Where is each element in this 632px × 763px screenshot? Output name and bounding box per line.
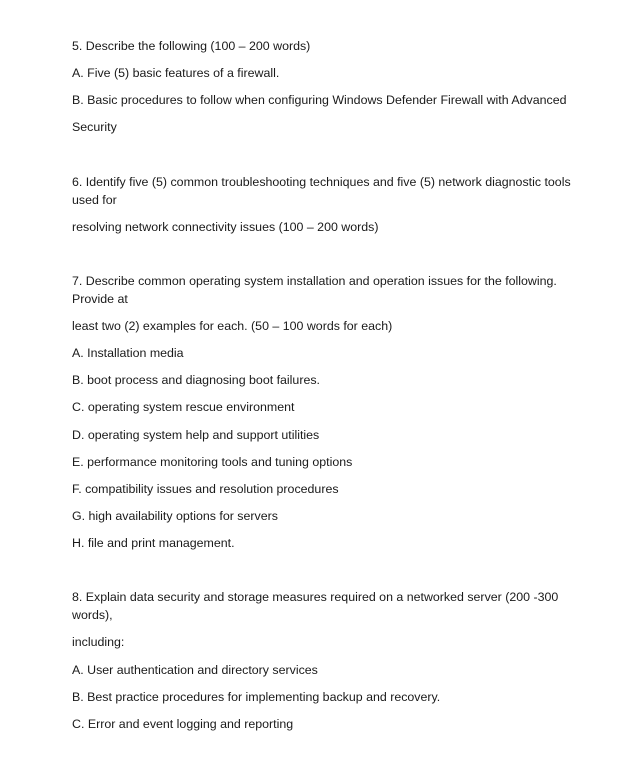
q8-item-b: B. Best practice procedures for implementing backup and recovery. bbox=[72, 690, 441, 704]
q8-heading: 8. Explain data security and storage measures required on a networked server (200 -300 bbox=[72, 590, 559, 604]
q7-item-a: A. Installation media bbox=[72, 346, 184, 360]
q7-item-h: H. file and print management. bbox=[72, 536, 235, 550]
q7-item-d: D. operating system help and support utilities bbox=[72, 428, 320, 442]
q5-heading: 5. Describe the following (100 – 200 words) bbox=[72, 39, 311, 53]
q8-item-a: A. User authentication and directory services bbox=[72, 663, 318, 677]
q7-item-f: F. compatibility issues and resolution procedures bbox=[72, 482, 339, 496]
q8-item-c: C. Error and event logging and reporting bbox=[72, 717, 294, 731]
q8-heading-continued: words), bbox=[72, 608, 113, 622]
q6-heading: 6. Identify five (5) common troubleshooting techniques and five (5) network diagnostic tools bbox=[72, 175, 571, 189]
q8-heading-tail: including: bbox=[72, 635, 125, 649]
q5-item-b-continued: Security bbox=[72, 120, 117, 134]
q6-heading-tail: resolving network connectivity issues (100 – 200 words) bbox=[72, 220, 379, 234]
q7-item-c: C. operating system rescue environment bbox=[72, 400, 295, 414]
q5-item-a: A. Five (5) basic features of a firewall. bbox=[72, 66, 280, 80]
q7-item-g: G. high availability options for servers bbox=[72, 509, 278, 523]
q5-item-b: B. Basic procedures to follow when configuring Windows Defender Firewall with Advanced bbox=[72, 93, 567, 107]
q7-heading-tail: least two (2) examples for each. (50 – 100 words for each) bbox=[72, 319, 393, 333]
q7-item-e: E. performance monitoring tools and tuning options bbox=[72, 455, 353, 469]
q7-item-b: B. boot process and diagnosing boot failures. bbox=[72, 373, 320, 387]
q7-heading: 7. Describe common operating system installation and operation issues for the following. bbox=[72, 274, 557, 288]
q6-heading-continued: used for bbox=[72, 193, 117, 207]
q7-heading-continued: Provide at bbox=[72, 292, 128, 306]
